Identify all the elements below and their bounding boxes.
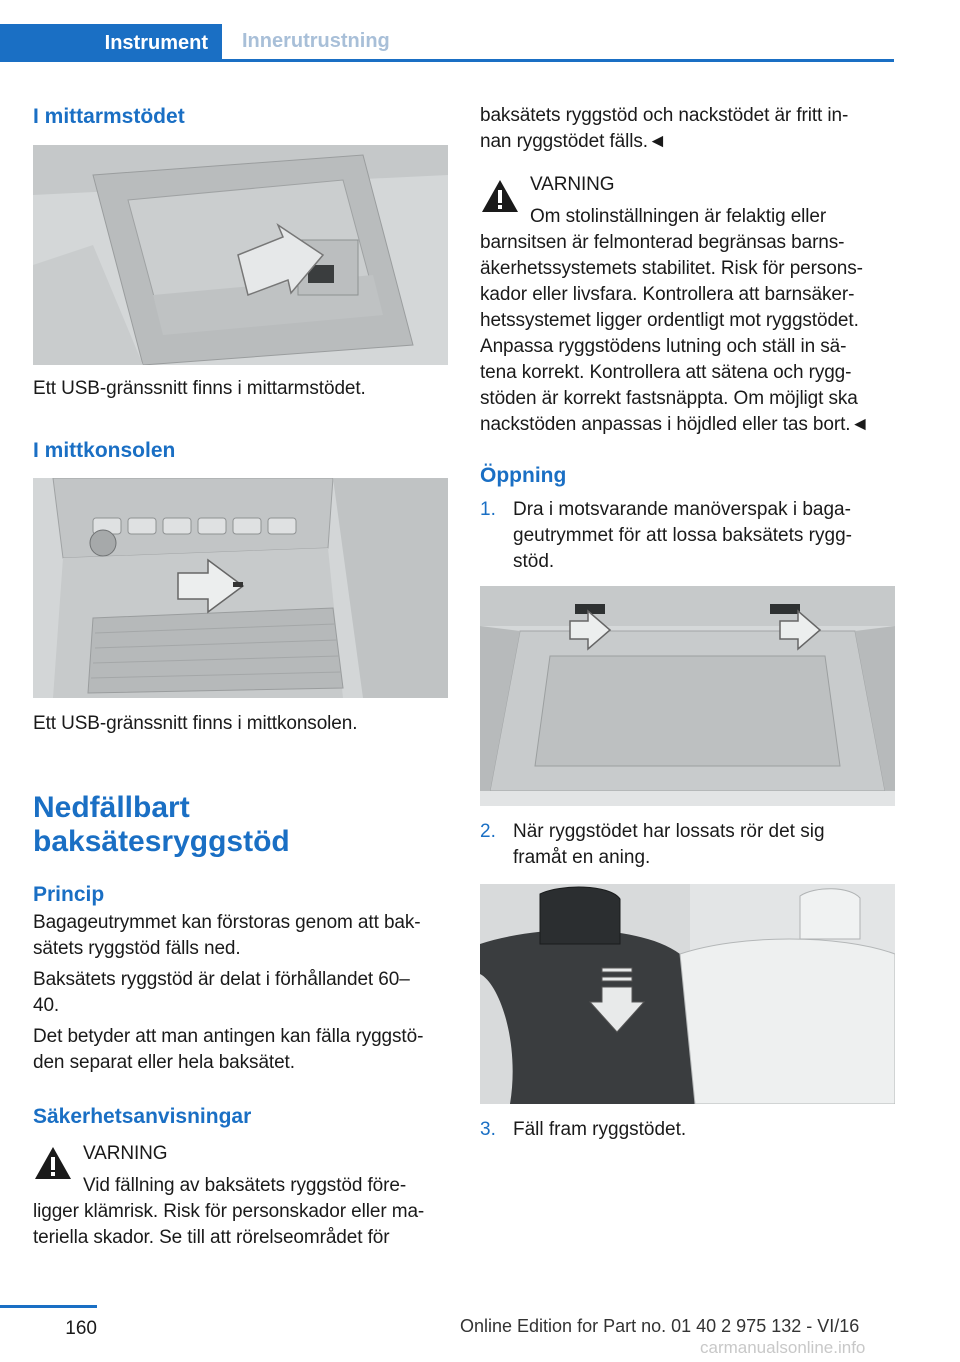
warning-right-line: stöden är korrekt fastsnäppta. Om möjligt ska [480,388,858,409]
header-bar [0,0,960,62]
warning-label-right: VARNING [530,174,615,195]
principle-p1-line1: Bagageutrymmet kan förstoras genom att bak‐ [33,912,421,933]
backrest-forward-figure [480,884,895,1104]
page-number: 160 [65,1318,97,1339]
warning-right-line: hetssystemet ligger ordentligt mot ryggstödet. [480,310,859,331]
principle-p2-line1: Baksätets ryggstöd är delat i förhållandet 60– [33,969,410,990]
step-text: geutrymmet för att lossa baksätets rygg‐ [513,525,852,546]
step-number: 2. [480,821,496,842]
warning-label-left: VARNING [83,1143,168,1164]
caption-console: Ett USB-gränssnitt finns i mittkonsolen. [33,713,358,734]
step-text: När ryggstödet har lossats rör det sig [513,821,825,842]
section-title-line2: baksätesryggstöd [33,825,290,858]
heading-safety: Säkerhetsanvisningar [33,1105,252,1128]
step-number: 1. [480,499,496,520]
principle-p1-line2: sätets ryggstöd fälls ned. [33,938,241,959]
trunk-release-figure [480,586,895,806]
warning-right-line: äkerhetssystemets stabilitet. Risk för persons‐ [480,258,863,279]
caption-armrest: Ett USB-gränssnitt finns i mittarmstödet. [33,378,366,399]
continued-line2: nan ryggstödet fälls.◄ [480,131,667,152]
section-title-line1: Nedfällbart [33,791,190,824]
step-text: Dra i motsvarande manöverspak i baga‐ [513,499,851,520]
tab-innerutrustning[interactable]: Innerutrustning [222,24,894,62]
armrest-usb-figure [33,145,448,365]
warning-left-line2: ligger klämrisk. Risk för personskador eller ma‐ [33,1201,425,1222]
warning-triangle-icon [33,1145,73,1181]
footer-rule [0,1305,97,1308]
watermark: carmanualsonline.info [700,1338,866,1357]
warning-right-line: Anpassa ryggstödens lutning och ställ in sä‐ [480,336,847,357]
edition-text: Online Edition for Part no. 01 40 2 975 132 - VI/16 [460,1316,860,1336]
continued-line1: baksätets ryggstöd och nackstödet är fritt in‐ [480,105,849,126]
console-usb-figure [33,478,448,698]
warning-right-line: Om stolinställningen är felaktig eller [530,206,827,227]
warning-right-line: kador eller livsfara. Kontrollera att barnsäker‐ [480,284,855,305]
step-text: framåt en aning. [513,847,651,868]
principle-p3-line2: den separat eller hela baksätet. [33,1052,295,1073]
warning-right-line: nackstöden anpassas i höjdled eller tas bort.◄ [480,414,870,435]
step-text: stöd. [513,551,555,572]
warning-triangle-icon [480,178,520,214]
warning-left-line3: teriella skador. Se till att rörelseområdet för [33,1227,390,1248]
warning-right-line: tena korrekt. Kontrollera att sätena och rygg‐ [480,362,852,383]
warning-right-line: barnsitsen är felmonterad begränsas barns‐ [480,232,845,253]
step-number: 3. [480,1119,496,1140]
heading-principle: Princip [33,883,105,906]
tab-instrument[interactable]: Instrument [0,24,222,62]
principle-p2-line2: 40. [33,995,60,1016]
heading-opening: Öppning [480,464,567,487]
warning-left-line1: Vid fällning av baksätets ryggstöd före‐ [83,1175,407,1196]
heading-console: I mittkonsolen [33,439,176,462]
principle-p3-line1: Det betyder att man antingen kan fälla ryggstö‐ [33,1026,424,1047]
heading-armrest: I mittarmstödet [33,105,185,128]
step-text: Fäll fram ryggstödet. [513,1119,687,1140]
